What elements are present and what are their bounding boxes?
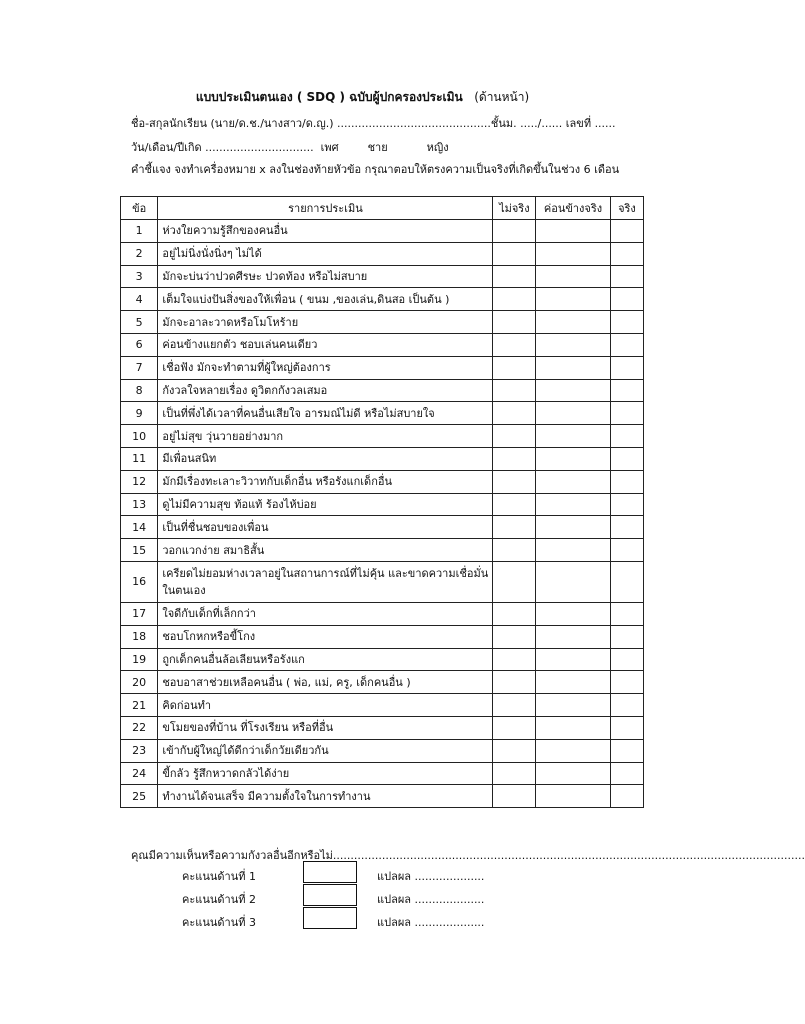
- answer-true-cell[interactable]: [610, 561, 643, 602]
- item-number: 13: [121, 493, 158, 516]
- item-number: 1: [121, 220, 158, 243]
- answer-somewhat-true-cell[interactable]: [536, 425, 611, 448]
- answer-true-cell[interactable]: [610, 539, 643, 562]
- item-text: มักจะบ่นว่าปวดศีรษะ ปวดท้อง หรือไม่สบาย: [158, 265, 493, 288]
- header-not-true: ไม่จริง: [493, 197, 536, 220]
- item-text: เป็นที่ชื่นชอบของเพื่อน: [158, 516, 493, 539]
- score-label-2: คะแนนด้านที่ 2: [182, 893, 256, 906]
- table-row: [121, 425, 644, 448]
- answer-true-cell[interactable]: [610, 311, 643, 334]
- item-text: อยู่ไม่สุข วุ่นวายอย่างมาก: [158, 425, 493, 448]
- answer-not-true-cell[interactable]: [493, 602, 536, 625]
- table-row: [121, 493, 644, 516]
- item-number: 23: [121, 739, 158, 762]
- item-text: ขี้กลัว รู้สึกหวาดกลัวได้ง่าย: [158, 762, 493, 785]
- table-row: [121, 625, 644, 648]
- answer-somewhat-true-cell[interactable]: [536, 379, 611, 402]
- sex-label: เพศ: [320, 141, 339, 154]
- table-row: [121, 694, 644, 717]
- answer-not-true-cell[interactable]: [493, 516, 536, 539]
- table-row: [121, 242, 644, 265]
- answer-not-true-cell[interactable]: [493, 694, 536, 717]
- item-text: ชอบอาสาช่วยเหลือคนอื่น ( พ่อ, แม่, ครู, เด็กคนอื่น ): [158, 671, 493, 694]
- table-header-row: [121, 197, 644, 220]
- table-row: [121, 402, 644, 425]
- instruction: คำชี้แจง จงทำเครื่องหมาย x ลงในช่องท้ายหัวข้อ กรุณาตอบให้ตรงความเป็นจริงที่เกิดขึ้นในช่วง 6 เดือน: [131, 163, 620, 176]
- item-text: กังวลใจหลายเรื่อง ดูวิตกกังวลเสมอ: [158, 379, 493, 402]
- answer-not-true-cell[interactable]: [493, 762, 536, 785]
- item-text: ห่วงใยความรู้สึกของคนอื่น: [158, 220, 493, 243]
- answer-not-true-cell[interactable]: [493, 447, 536, 470]
- answer-true-cell[interactable]: [610, 602, 643, 625]
- item-text: ถูกเด็กคนอื่นล้อเลียนหรือรังแก: [158, 648, 493, 671]
- answer-somewhat-true-cell[interactable]: [536, 785, 611, 808]
- table-row: [121, 671, 644, 694]
- interp-3: แปลผล ....................: [377, 916, 485, 929]
- answer-somewhat-true-cell[interactable]: [536, 493, 611, 516]
- item-number: 16: [121, 561, 158, 602]
- item-text: ใจดีกับเด็กที่เล็กกว่า: [158, 602, 493, 625]
- concern-line: คุณมีความเห็นหรือความกังวลอื่นอีกหรือไม่.......................................................................................................................................: [131, 849, 805, 862]
- item-text: มักจะอาละวาดหรือโมโหร้าย: [158, 311, 493, 334]
- item-number: 24: [121, 762, 158, 785]
- answer-not-true-cell[interactable]: [493, 493, 536, 516]
- form-title: [0, 88, 725, 107]
- interp-2: แปลผล ....................: [377, 893, 485, 906]
- table-row: [121, 785, 644, 808]
- answer-somewhat-true-cell[interactable]: [536, 447, 611, 470]
- answer-true-cell[interactable]: [610, 716, 643, 739]
- item-text: ทำงานได้จนเสร็จ มีความตั้งใจในการทำงาน: [158, 785, 493, 808]
- answer-true-cell[interactable]: [610, 785, 643, 808]
- answer-true-cell[interactable]: [610, 516, 643, 539]
- answer-true-cell[interactable]: [610, 379, 643, 402]
- answer-somewhat-true-cell[interactable]: [536, 671, 611, 694]
- item-text: คิดก่อนทำ: [158, 694, 493, 717]
- answer-not-true-cell[interactable]: [493, 648, 536, 671]
- item-text: เต็มใจแบ่งปันสิ่งของให้เพื่อน ( ขนม ,ของเล่น,ดินสอ เป็นต้น ): [158, 288, 493, 311]
- item-number: 22: [121, 716, 158, 739]
- item-text: ขโมยของที่บ้าน ที่โรงเรียน หรือที่อื่น: [158, 716, 493, 739]
- answer-somewhat-true-cell[interactable]: [536, 516, 611, 539]
- item-number: 14: [121, 516, 158, 539]
- answer-true-cell[interactable]: [610, 470, 643, 493]
- answer-true-cell[interactable]: [610, 694, 643, 717]
- answer-not-true-cell[interactable]: [493, 470, 536, 493]
- table-row: [121, 648, 644, 671]
- score-box-2[interactable]: [303, 884, 357, 906]
- table-row: [121, 716, 644, 739]
- table-row: [121, 739, 644, 762]
- item-number: 7: [121, 356, 158, 379]
- answer-true-cell[interactable]: [610, 242, 643, 265]
- answer-somewhat-true-cell[interactable]: [536, 288, 611, 311]
- item-text: เข้ากับผู้ใหญ่ได้ดีกว่าเด็กวัยเดียวกัน: [158, 739, 493, 762]
- answer-not-true-cell[interactable]: [493, 242, 536, 265]
- answer-not-true-cell[interactable]: [493, 220, 536, 243]
- item-text: ดูไม่มีความสุข ท้อแท้ ร้องไห้บ่อย: [158, 493, 493, 516]
- answer-somewhat-true-cell[interactable]: [536, 625, 611, 648]
- item-number: 20: [121, 671, 158, 694]
- answer-true-cell[interactable]: [610, 356, 643, 379]
- item-text: วอกแวกง่าย สมาธิสั้น: [158, 539, 493, 562]
- table-row: [121, 516, 644, 539]
- name-line: ชื่อ-สกุลนักเรียน (นาย/ด.ช./นางสาว/ด.ญ.) ............................................ชั้นม. ...../...... เลขที่ ......: [131, 117, 616, 130]
- item-number: 8: [121, 379, 158, 402]
- answer-somewhat-true-cell[interactable]: [536, 716, 611, 739]
- item-number: 19: [121, 648, 158, 671]
- answer-not-true-cell[interactable]: [493, 356, 536, 379]
- answer-true-cell[interactable]: [610, 288, 643, 311]
- title-side: (ด้านหน้า): [474, 90, 530, 104]
- item-text: ชอบโกหกหรือขี้โกง: [158, 625, 493, 648]
- answer-true-cell[interactable]: [610, 762, 643, 785]
- item-number: 2: [121, 242, 158, 265]
- answer-not-true-cell[interactable]: [493, 425, 536, 448]
- answer-not-true-cell[interactable]: [493, 671, 536, 694]
- answer-true-cell[interactable]: [610, 493, 643, 516]
- dob-sex-line: [131, 138, 449, 156]
- score-label-3: คะแนนด้านที่ 3: [182, 916, 256, 929]
- item-number: 5: [121, 311, 158, 334]
- answer-somewhat-true-cell[interactable]: [536, 402, 611, 425]
- female-option: หญิง: [426, 141, 449, 154]
- answer-true-cell[interactable]: [610, 447, 643, 470]
- answer-somewhat-true-cell[interactable]: [536, 602, 611, 625]
- item-number: 21: [121, 694, 158, 717]
- answer-not-true-cell[interactable]: [493, 311, 536, 334]
- item-number: 3: [121, 265, 158, 288]
- item-text: ค่อนข้างแยกตัว ชอบเล่นคนเดียว: [158, 333, 493, 356]
- table-row: [121, 220, 644, 243]
- item-number: 17: [121, 602, 158, 625]
- answer-not-true-cell[interactable]: [493, 625, 536, 648]
- header-true: จริง: [610, 197, 643, 220]
- sdq-table: [120, 196, 644, 808]
- item-text: เป็นที่พึ่งได้เวลาที่คนอื่นเสียใจ อารมณ์ไม่ดี หรือไม่สบายใจ: [158, 402, 493, 425]
- answer-not-true-cell[interactable]: [493, 561, 536, 602]
- answer-somewhat-true-cell[interactable]: [536, 356, 611, 379]
- answer-not-true-cell[interactable]: [493, 402, 536, 425]
- answer-true-cell[interactable]: [610, 671, 643, 694]
- item-number: 10: [121, 425, 158, 448]
- answer-somewhat-true-cell[interactable]: [536, 242, 611, 265]
- score-box-3[interactable]: [303, 907, 357, 929]
- item-number: 6: [121, 333, 158, 356]
- item-text: เครียดไม่ยอมห่างเวลาอยู่ในสถานการณ์ที่ไม่คุ้น และขาดความเชื่อมั่นในตนเอง: [158, 561, 493, 602]
- answer-true-cell[interactable]: [610, 220, 643, 243]
- answer-somewhat-true-cell[interactable]: [536, 694, 611, 717]
- table-row: [121, 265, 644, 288]
- table-row: [121, 379, 644, 402]
- answer-somewhat-true-cell[interactable]: [536, 333, 611, 356]
- table-row: [121, 288, 644, 311]
- table-row: [121, 311, 644, 334]
- item-number: 11: [121, 447, 158, 470]
- answer-not-true-cell[interactable]: [493, 288, 536, 311]
- item-text: มีเพื่อนสนิท: [158, 447, 493, 470]
- header-item: รายการประเมิน: [158, 197, 493, 220]
- answer-not-true-cell[interactable]: [493, 333, 536, 356]
- answer-not-true-cell[interactable]: [493, 739, 536, 762]
- table-row: [121, 539, 644, 562]
- table-row: [121, 356, 644, 379]
- answer-not-true-cell[interactable]: [493, 539, 536, 562]
- item-number: 25: [121, 785, 158, 808]
- answer-not-true-cell[interactable]: [493, 716, 536, 739]
- answer-true-cell[interactable]: [610, 333, 643, 356]
- answer-somewhat-true-cell[interactable]: [536, 561, 611, 602]
- header-num: ข้อ: [121, 197, 158, 220]
- answer-not-true-cell[interactable]: [493, 379, 536, 402]
- table-row: [121, 333, 644, 356]
- item-number: 18: [121, 625, 158, 648]
- table-row: [121, 447, 644, 470]
- answer-true-cell[interactable]: [610, 402, 643, 425]
- answer-somewhat-true-cell[interactable]: [536, 470, 611, 493]
- score-label-1: คะแนนด้านที่ 1: [182, 870, 256, 883]
- male-option: ชาย: [367, 141, 388, 154]
- answer-somewhat-true-cell[interactable]: [536, 762, 611, 785]
- header-somewhat-true: ค่อนข้างจริง: [536, 197, 611, 220]
- answer-somewhat-true-cell[interactable]: [536, 739, 611, 762]
- answer-true-cell[interactable]: [610, 425, 643, 448]
- answer-somewhat-true-cell[interactable]: [536, 265, 611, 288]
- answer-true-cell[interactable]: [610, 265, 643, 288]
- interp-1: แปลผล ....................: [377, 870, 485, 883]
- answer-true-cell[interactable]: [610, 625, 643, 648]
- table-row: [121, 762, 644, 785]
- answer-true-cell[interactable]: [610, 648, 643, 671]
- item-number: 4: [121, 288, 158, 311]
- answer-not-true-cell[interactable]: [493, 265, 536, 288]
- table-row: [121, 602, 644, 625]
- item-text: เชื่อฟัง มักจะทำตามที่ผู้ใหญ่ต้องการ: [158, 356, 493, 379]
- item-text: มักมีเรื่องทะเลาะวิวาทกับเด็กอื่น หรือรังแกเด็กอื่น: [158, 470, 493, 493]
- title-main: แบบประเมินตนเอง ( SDQ ) ฉบับผู้ปกครองประเมิน: [195, 90, 463, 104]
- item-number: 9: [121, 402, 158, 425]
- table-row: [121, 561, 644, 602]
- score-box-1[interactable]: [303, 861, 357, 883]
- answer-not-true-cell[interactable]: [493, 785, 536, 808]
- answer-somewhat-true-cell[interactable]: [536, 648, 611, 671]
- answer-somewhat-true-cell[interactable]: [536, 311, 611, 334]
- answer-somewhat-true-cell[interactable]: [536, 220, 611, 243]
- answer-somewhat-true-cell[interactable]: [536, 539, 611, 562]
- dob-label: วัน/เดือน/ปีเกิด ...............................: [131, 141, 314, 154]
- item-number: 15: [121, 539, 158, 562]
- answer-true-cell[interactable]: [610, 739, 643, 762]
- table-row: [121, 470, 644, 493]
- item-text: อยู่ไม่นิ่งนั่งนิ่งๆ ไม่ได้: [158, 242, 493, 265]
- item-number: 12: [121, 470, 158, 493]
